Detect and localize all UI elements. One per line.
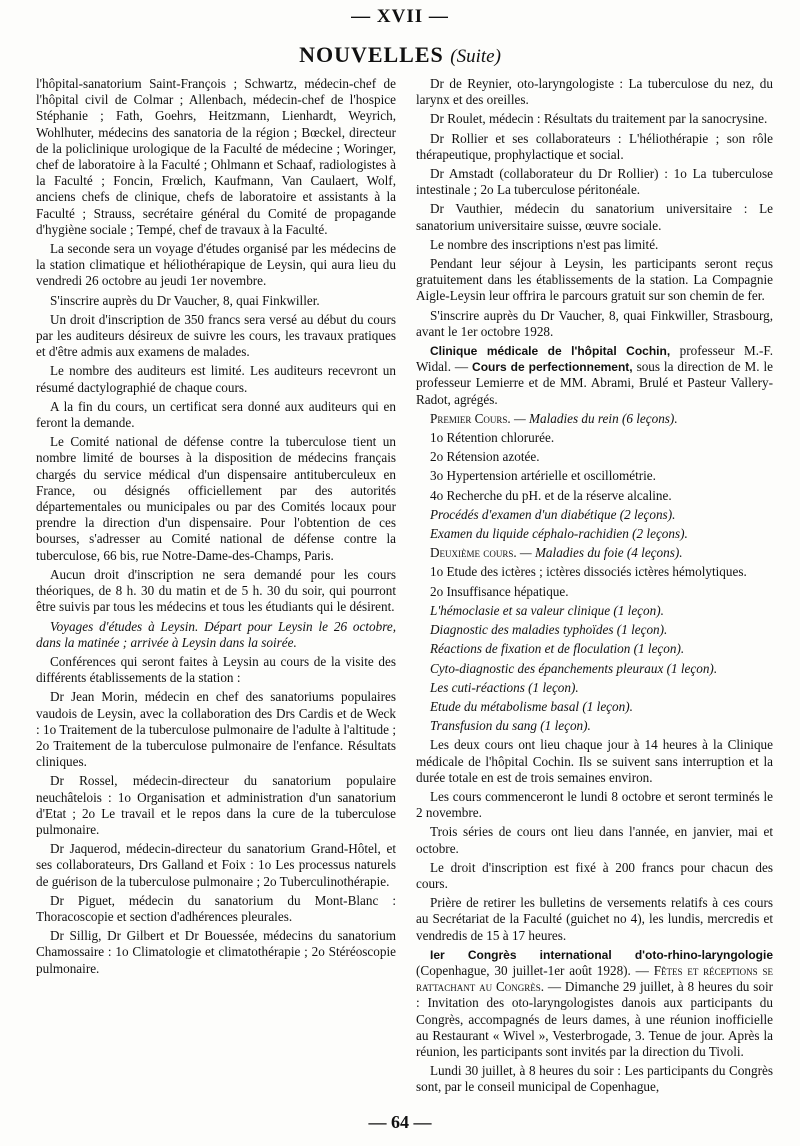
paragraph: Le droit d'inscription est fixé à 200 francs pour chacun des cours. xyxy=(416,859,773,891)
list-item: Examen du liquide céphalo-rachidien (2 leçons). xyxy=(430,526,688,542)
paragraph: Les cours commenceront le lundi 8 octobre et seront terminés le 2 novembre. xyxy=(416,788,773,821)
paragraph: Dr Rollier et ses collaborateurs : L'héliothérapie ; son rôle thérapeutique, prophylactique et social. xyxy=(416,130,773,162)
cochin-announcement xyxy=(416,343,773,408)
heading-suite: (Suite) xyxy=(450,46,501,67)
list-item: 1o Etude des ictères ; ictères dissociés ictères hémolytiques. xyxy=(430,564,747,580)
congres-text: (Copenhague, 30 juillet-1er août 1928). — xyxy=(416,962,654,978)
cochin-text2: sous la direction de M. le professeur Lemierre et de MM. Abrami, Brulé et Pasteur Vallery-Radot, agrégés. xyxy=(416,359,773,407)
paragraph: S'inscrire auprès du Dr Vaucher, 8, quai Finkwiller, Strasbourg, avant le 1er octobre 1928. xyxy=(416,307,773,339)
paragraph: Le nombre des inscriptions n'est pas limité. xyxy=(430,236,659,252)
paragraph: Dr Jean Morin, médecin en chef des sanatoriums populaires vaudois de Leysin, avec la collaboration des Drs Cardis et de Weck : 1o Traitement de la tuberculose pulmonaire de l'adulte à l'altitude ; 2o Traitement de la tuberculose pulmonaire de l'enfance. Résultats cliniques. xyxy=(36,689,396,770)
course-title: — Maladies du foie (4 leçons). xyxy=(516,545,683,561)
list-item: 2o Insuffisance hépatique. xyxy=(430,583,569,599)
paragraph: Lundi 30 juillet, à 8 heures du soir : Les participants du Congrès sont, par le conseil municipal de Copenhague, xyxy=(416,1063,773,1095)
heading-title: NOUVELLES xyxy=(299,42,444,67)
paragraph: Pendant leur séjour à Leysin, les participants seront reçus gratuitement dans les établissements de la station. La Compagnie Aigle-Leysin leur offrira le parcours gratuit sur son chemin de fer. xyxy=(416,256,773,304)
paragraph: Voyages d'études à Leysin. Départ pour Leysin le 26 octobre, dans la matinée ; arrivée à Leysin dans la soirée. xyxy=(36,618,396,650)
page-number: — 64 — xyxy=(368,1112,432,1132)
paragraph: Dr Piguet, médecin du sanatorium du Mont-Blanc : Thoracoscopie et section d'adhérences pleurales. xyxy=(36,892,396,924)
paragraph: Le Comité national de défense contre la tuberculose tient un nombre limité de bourses à la disposition de médecins français chargés du service médical d'un dispensaire antituberculeux en France, ou désignés officiellement par des autorités départementales ou municipales ou par des Comités locaux pour prendre la direction d'un dispensaire. Pour l'obtention de ces bourses, s'adresser au Comité national de défense contre la tuberculose, 66 bis, rue Notre-Dame-des-Champs, Paris. xyxy=(36,434,396,563)
list-item: Procédés d'examen d'un diabétique (2 leçons). xyxy=(430,506,676,522)
list-item: Diagnostic des maladies typhoïdes (1 leçon). xyxy=(430,622,668,638)
right-column xyxy=(416,76,773,1099)
list-item: 4o Recherche du pH. et de la réserve alcaline. xyxy=(430,487,672,503)
paragraph: Trois séries de cours ont lieu dans l'année, en janvier, mai et octobre. xyxy=(416,824,773,856)
list-item: 1o Rétention chlorurée. xyxy=(430,430,555,446)
page-heading xyxy=(0,42,800,68)
paragraph: Aucun droit d'inscription ne sera demandé pour les cours théoriques, de 8 h. 30 du matin et de 5 h. 30 du soir, qui pourront être suivis par tous les médecins et tous les étudiants qui le désirent. xyxy=(36,566,396,615)
paragraph: Dr Vauthier, médecin du sanatorium universitaire : Le sanatorium universitaire suisse, œuvre sociale. xyxy=(416,201,773,233)
list-item: Cyto-diagnostic des épanchements pleuraux (1 leçon). xyxy=(430,660,718,676)
congres-announcement xyxy=(416,947,773,1060)
course-heading xyxy=(416,411,773,427)
course-label: Deuxième cours. xyxy=(430,545,517,561)
paragraph: Prière de retirer les bulletins de versements relatifs à ces cours au Secrétariat de la Faculté (guichet no 4), les lundis, mercredis et vendredis de 15 à 17 heures. xyxy=(416,895,773,943)
paragraph: A la fin du cours, un certificat sera donné aux auditeurs qui en feront la demande. xyxy=(36,398,396,431)
paragraph: Dr Rossel, médecin-directeur du sanatorium populaire neuchâtelois : 1o Organisation et administration d'un sanatorium d'Etat ; 2o Le travail et le repos dans la cure de la tuberculose pulmonaire. xyxy=(36,773,396,837)
list-item: Transfusion du sang (1 leçon). xyxy=(430,718,591,734)
paragraph: Dr Amstadt (collaborateur du Dr Rollier) : 1o La tuberculose intestinale ; 2o La tuberculose péritonéale. xyxy=(416,166,773,198)
list-item: 2o Rétension azotée. xyxy=(430,449,540,465)
congres-fetes: Fêtes et réceptions se rattachant au Congrès. xyxy=(416,962,773,995)
paragraph: Dr Sillig, Dr Gilbert et Dr Bouessée, médecins du sanatorium Chamossaire : 1o Climatologie et climatothérapie ; 2o Stéréoscopie pulmonaire. xyxy=(36,928,396,976)
paragraph: Les deux cours ont lieu chaque jour à 14 heures à la Clinique médicale de l'hôpital Cochin. Ils se suivent sans interruption et la durée totale en est de trois semaines environ. xyxy=(416,737,773,785)
list-item: 3o Hypertension artérielle et oscillométrie. xyxy=(430,468,656,484)
paragraph: Le nombre des auditeurs est limité. Les auditeurs recevront un résumé dactylographié de chaque cours. xyxy=(36,363,396,395)
paragraph: S'inscrire auprès du Dr Vaucher, 8, quai Finkwiller. xyxy=(50,292,320,308)
congres-text2: — Dimanche 29 juillet, à 8 heures du soir : Invitation des oto-laryngologistes danois aux participants du Congrès, accompagnés de leurs dames, à une réunion inofficielle au Restaurant « Wivel », Vesterbrogade, 3. Tenue de jour. Après la réunion, les participants sont invités par la direction du Tivoli. xyxy=(416,979,774,1059)
paragraph: Conférences qui seront faites à Leysin au cours de la visite des différents établissements de la station : xyxy=(36,653,396,686)
cochin-lead2: Cours de perfectionnement, xyxy=(472,360,633,375)
course-label: Premier Cours. xyxy=(430,410,511,426)
list-item: Réactions de fixation et de floculation (1 leçon). xyxy=(430,641,685,657)
paragraph: Dr de Reynier, oto-laryngologiste : La tuberculose du nez, du larynx et des oreilles. xyxy=(416,76,773,108)
section-numeral: — XVII — xyxy=(351,6,449,27)
paragraph: Un droit d'inscription de 350 francs sera versé au début du cours par les auditeurs désireux de suivre les cours, les travaux pratiques et d'être admis aux examens de malades. xyxy=(36,311,396,360)
paragraph: Dr Jaquerod, médecin-directeur du sanatorium Grand-Hôtel, et ses collaborateurs, Drs Galland et Foix : 1o Les processus naturels de guérison de la tuberculose pulmonaire ; 2o Tuberculinothérapie. xyxy=(36,841,396,889)
cochin-text: professeur M.-F. Widal. — xyxy=(416,343,773,375)
list-item: L'hémoclasie et sa valeur clinique (1 leçon). xyxy=(430,602,664,618)
list-item: Etude du métabolisme basal (1 leçon). xyxy=(430,698,633,714)
course-title: — Maladies du rein (6 leçons). xyxy=(510,410,678,426)
list-item: Les cuti-réactions (1 leçon). xyxy=(430,679,579,695)
paragraph: La seconde sera un voyage d'études organisé par les médecins de la station climatique et héliothérapique de Leysin, qui aura lieu du vendredi 26 octobre au jeudi 1er novembre. xyxy=(36,241,396,289)
course-heading xyxy=(416,545,773,561)
left-column xyxy=(36,76,396,980)
cochin-lead: Clinique médicale de l'hôpital Cochin, xyxy=(430,344,671,359)
congres-lead: Ier Congrès international d'oto-rhino-laryngologie xyxy=(430,947,773,962)
paragraph: l'hôpital-sanatorium Saint-François ; Schwartz, médecin-chef de l'hôpital civil de Colmar ; Allenbach, médecin-chef de l'hospice Stéphanie ; Fath, Goehrs, Heitzmann, Lienhardt, Weyrich, Wohlhuter, médecins des sanatoria de la région ; Bœckel, directeur de la policlinique urologique de la Faculté de médecine ; Woringer, chef de laboratoire à la Faculté ; Ohlmann et Schaaf, radiologistes à la Faculté ; Foncin, Frœlich, Kaufmann, Van Caulaert, Wolf, anciens chefs de clinique, chefs de laboratoire et assistants à la Faculté ; Strauss, secrétaire général du Comité de propagande d'hygiène sociale ; Tempé, chef de travaux à la Faculté. xyxy=(36,76,396,237)
paragraph: Dr Roulet, médecin : Résultats du traitement par la sanocrysine. xyxy=(430,111,768,127)
